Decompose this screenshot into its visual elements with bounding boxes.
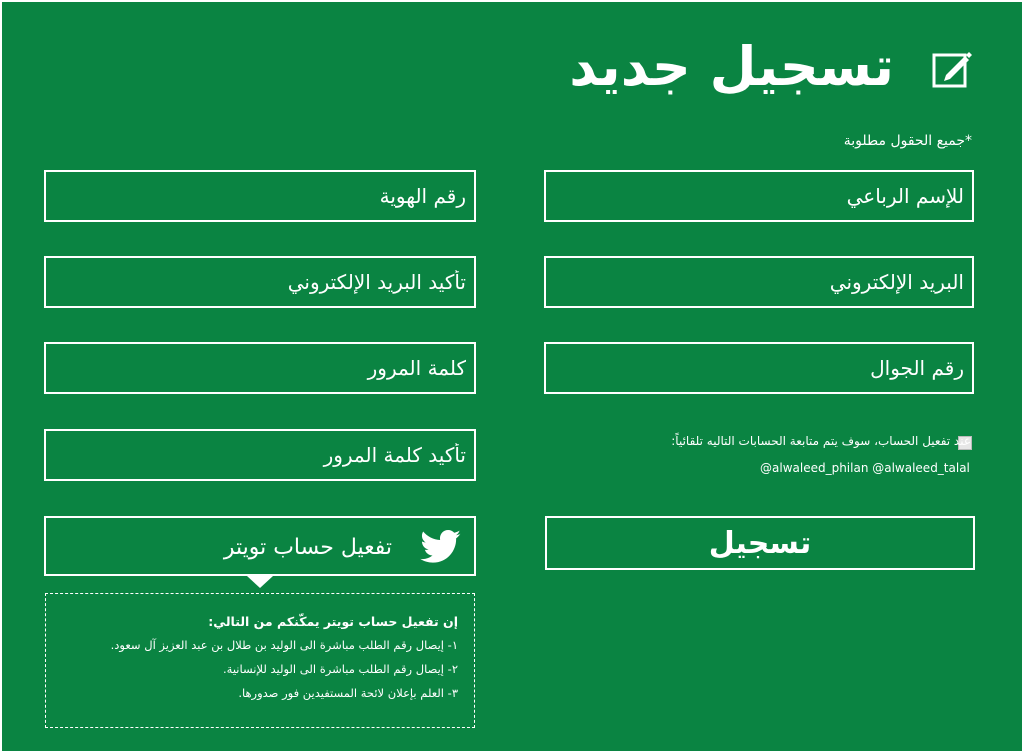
full-name-input[interactable] [544,170,974,222]
national-id-input[interactable] [44,170,476,222]
info-pointer-arrow [247,576,273,588]
registration-panel [2,2,1022,751]
twitter-bird-icon [420,530,462,564]
email-input[interactable] [544,256,974,308]
follow-accounts-list: @alwaleed_philan @alwaleed_talal [760,461,970,475]
page-title: تسجيل جديد [569,35,894,98]
required-fields-note: *جميع الحقول مطلوبة [843,133,972,149]
twitter-benefits-heading: إن تفعيل حساب تويتر يمكّنكم من التالي: [208,614,458,629]
register-button-label: تسجيل [708,525,812,561]
email-confirm-input[interactable] [44,256,476,308]
register-button[interactable] [545,516,975,570]
edit-icon [932,50,972,88]
twitter-benefit-item: ٢- إيصال رقم الطلب مباشرة الى الوليد للإنسانية. [223,662,458,676]
twitter-benefit-item: ١- إيصال رقم الطلب مباشرة الى الوليد بن طلال بن عبد العزيز آل سعود. [110,638,458,652]
password-input[interactable] [44,342,476,394]
activate-twitter-button[interactable] [44,516,476,576]
follow-accounts-text: عند تفعيل الحساب، سوف يتم متابعة الحسابات التاليه تلقائياً: [671,434,971,448]
twitter-benefits-box [45,593,475,728]
activate-twitter-label: تفعيل حساب تويتر [223,535,392,560]
mobile-input[interactable] [544,342,974,394]
password-confirm-input[interactable] [44,429,476,481]
twitter-benefit-item: ٣- العلم بإعلان لائحة المستفيدين فور صدورها. [238,686,458,700]
